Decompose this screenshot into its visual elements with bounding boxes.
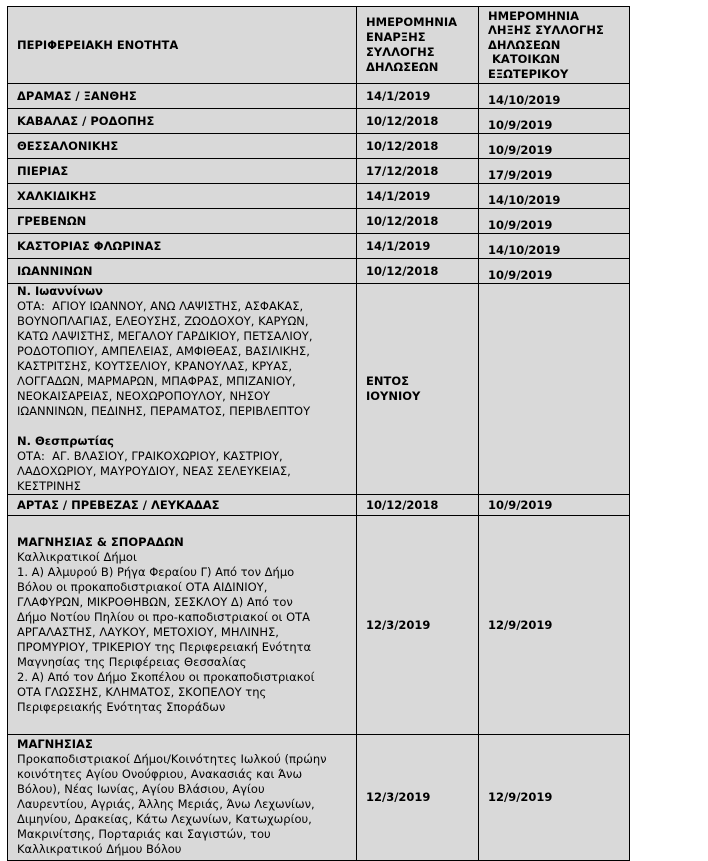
description-line: ΠΡΟΜΥΡΙΟΥ, ΤΡΙΚΕΡΙΟΥ της Περιφερειακή Ενότητα (17, 640, 312, 654)
description-line: Περιφερειακής Ενότητας Σποράδων (17, 700, 226, 714)
end-date-cell: 12/9/2019 (479, 735, 630, 861)
start-date-cell: 12/3/2019 (357, 516, 479, 735)
start-date-cell: 14/1/2019 (357, 184, 479, 209)
table-row-magnesia-sporades (8, 516, 630, 735)
municipality-line: ΝΕΟΚΑΙΣΑΡΕΙΑΣ, ΝΕΟΧΩΡΟΠΟΥΛΟΥ, ΝΗΣΟΥ (17, 389, 271, 403)
region-cell: ΔΡΑΜΑΣ / ΞΑΝΘΗΣ (8, 84, 357, 109)
description-line: Διμηνίου, Δρακείας, Κάτω Λεχωνίων, Κατωχωρίου, (17, 812, 312, 826)
table-row (8, 84, 630, 109)
start-date-cell: 10/12/2018 (357, 209, 479, 234)
end-date-cell: 14/10/2019 (479, 184, 630, 209)
start-date-cell: 17/12/2018 (357, 159, 479, 184)
region-cell: ΑΡΤΑΣ / ΠΡΕΒΕΖΑΣ / ΛΕΥΚΑΔΑΣ (8, 495, 357, 516)
region-cell (8, 284, 357, 495)
spacer (17, 419, 356, 434)
description-line: Μαγνησίας της Περιφέρειας Θεσσαλίας (17, 655, 247, 669)
region-cell (8, 516, 357, 735)
end-date-cell: 12/9/2019 (479, 516, 630, 735)
start-date-cell: 12/3/2019 (357, 735, 479, 861)
table-header-row (8, 7, 630, 84)
table-row (8, 159, 630, 184)
table-row (8, 184, 630, 209)
municipality-line: ΚΑΤΩ ΛΑΨΙΣΤΗΣ, ΜΕΓΑΛΟΥ ΓΑΡΔΙΚΙΟΥ, ΠΕΤΣΑΛΙΟΥ, (17, 329, 313, 343)
start-date-line: ΕΝΤΟΣ (366, 374, 409, 388)
region-cell (8, 735, 357, 861)
table-row (8, 495, 630, 516)
region-cell: ΚΑΒΑΛΑΣ / ΡΟΔΟΠΗΣ (8, 109, 357, 134)
header-region: ΠΕΡΙΦΕΡΕΙΑΚΗ ΕΝΟΤΗΤΑ (8, 7, 357, 84)
start-date-cell: 10/12/2018 (357, 495, 479, 516)
header-end-line: ΛΗΞΗΣ ΣΥΛΛΟΓΗΣ (488, 23, 604, 38)
description-line: 1. Α) Αλμυρού Β) Ρήγα Φεραίου Γ) Από τον Δήμο (17, 565, 295, 579)
municipality-line: ΙΩΑΝΝΙΝΩΝ, ΠΕΔΙΝΗΣ, ΠΕΡΑΜΑΤΟΣ, ΠΕΡΙΒΛΕΠΤΟΥ (17, 404, 311, 418)
start-date-cell: 10/12/2018 (357, 259, 479, 284)
table-row-magnesia (8, 735, 630, 861)
subregion-title: Ν. Ιωαννίνων (17, 284, 103, 298)
municipality-line: ΒΟΥΝΟΠΛΑΓΙΑΣ, ΕΛΕΟΥΣΗΣ, ΖΩΟΔΟΧΟΥ, ΚΑΡΥΩΝ, (17, 314, 309, 328)
description-line: Βόλου οι προκαποδιστριακοί ΟΤΑ ΑΙΔΙΝΙΟΥ, (17, 580, 268, 594)
municipality-line: ΡΟΔΟΤΟΠΙΟΥ, ΑΜΠΕΛΕΙΑΣ, ΑΜΦΙΘΕΑΣ, ΒΑΣΙΛΙΚΗΣ, (17, 344, 310, 358)
region-cell: ΘΕΣΣΑΛΟΝΙΚΗΣ (8, 134, 357, 159)
municipality-line: ΛΑΔΟΧΩΡΙΟΥ, ΜΑΥΡΟΥΔΙΟΥ, ΝΕΑΣ ΣΕΛΕΥΚΕΙΑΣ, (17, 464, 291, 478)
header-end-line: ΔΗΛΩΣΕΩΝ (488, 37, 561, 52)
description-line: Δήμο Νοτίου Πηλίου οι προ-καποδιστριακοί οι ΟΤΑ (17, 610, 311, 624)
header-start-line: ΣΥΛΛΟΓΗΣ (366, 45, 435, 59)
start-date-cell: 14/1/2019 (357, 234, 479, 259)
header-end-line: ΚΑΤΟΙΚΩΝ (488, 52, 561, 67)
municipality-line: ΟΤΑ: ΑΓΙΟΥ ΙΩΑΝΝΟΥ, ΑΝΩ ΛΑΨΙΣΤΗΣ, ΑΣΦΑΚΑΣ, (17, 299, 304, 313)
start-date-cell: 10/12/2018 (357, 109, 479, 134)
description-line: ΑΡΓΑΛΑΣΤΗΣ, ΛΑΥΚΟΥ, ΜΕΤΟΧΙΟΥ, ΜΗΛΙΝΗΣ, (17, 625, 279, 639)
end-date-cell: 14/10/2019 (479, 84, 630, 109)
header-end-line: ΕΞΩΤΕΡΙΚΟΥ (488, 66, 569, 81)
region-cell: ΓΡΕΒΕΝΩΝ (8, 209, 357, 234)
region-cell: ΚΑΣΤΟΡΙΑΣ ΦΛΩΡΙΝΑΣ (8, 234, 357, 259)
table-row (8, 234, 630, 259)
region-cell: ΧΑΛΚΙΔΙΚΗΣ (8, 184, 357, 209)
start-date-cell: 14/1/2019 (357, 84, 479, 109)
municipality-line: ΚΑΣΤΡΙΤΣΗΣ, ΚΟΥΤΣΕΛΙΟΥ, ΚΡΑΝΟΥΛΑΣ, ΚΡΥΑΣ, (17, 359, 292, 373)
region-cell: ΙΩΑΝΝΙΝΩΝ (8, 259, 357, 284)
header-start-line: ΗΜΕΡΟΜΗΝΙΑ (366, 15, 458, 29)
end-date-cell: 14/10/2019 (479, 234, 630, 259)
registration-dates-table (7, 6, 630, 861)
description-line: κοινότητες Αγίου Ονούφριου, Ανακασιάς και Άνω (17, 767, 303, 781)
region-cell: ΠΙΕΡΙΑΣ (8, 159, 357, 184)
municipality-line: ΛΟΓΓΑΔΩΝ, ΜΑΡΜΑΡΩΝ, ΜΠΑΦΡΑΣ, ΜΠΙΖΑΝΙΟΥ, (17, 374, 296, 388)
start-date-cell: 10/12/2018 (357, 134, 479, 159)
description-line: Προκαποδιστριακοί Δήμοι/Κοινότητες Ιωλκού (πρώην (17, 752, 327, 766)
header-start-line: ΔΗΛΩΣΕΩΝ (366, 60, 439, 74)
description-line: 2. Α) Από τον Δήμο Σκοπέλου οι προκαποδιστριακοί (17, 670, 315, 684)
description-line: Καλλικρατικοί Δήμοι (17, 550, 137, 564)
table-row (8, 109, 630, 134)
description-line: ΓΛΑΦΥΡΩΝ, ΜΙΚΡΟΘΗΒΩΝ, ΣΕΣΚΛΟΥ Δ) Από τον (17, 595, 293, 609)
header-end-line: ΗΜΕΡΟΜΗΝΙΑ (488, 8, 580, 23)
region-title: ΜΑΓΝΗΣΙΑΣ & ΣΠΟΡΑΔΩΝ (17, 535, 184, 549)
description-line: Καλλικρατικού Δήμου Βόλου (17, 842, 182, 856)
header-end-date (479, 7, 630, 84)
start-date-line: ΙΟΥΝΙΟΥ (366, 389, 421, 403)
end-date-cell: 10/9/2019 (479, 109, 630, 134)
description-line: ΟΤΑ ΓΛΩΣΣΗΣ, ΚΛΗΜΑΤΟΣ, ΣΚΟΠΕΛΟΥ της (17, 685, 267, 699)
region-title: ΜΑΓΝΗΣΙΑΣ (17, 737, 93, 751)
subregion-title: Ν. Θεσπρωτίας (17, 434, 114, 448)
description-line: Λαυρεντίου, Αγριάς, Άλλης Μεριάς, Άνω Λεχωνίων, (17, 797, 315, 811)
end-date-cell: 10/9/2019 (479, 259, 630, 284)
municipality-line: ΟΤΑ: ΑΓ. ΒΛΑΣΙΟΥ, ΓΡΑΙΚΟΧΩΡΙΟΥ, ΚΑΣΤΡΙΟΥ, (17, 449, 283, 463)
end-date-cell: 10/9/2019 (479, 134, 630, 159)
table-row (8, 134, 630, 159)
table-row (8, 259, 630, 284)
description-line: Βόλου), Νέας Ιωνίας, Αγίου Βλάσιου, Αγίου (17, 782, 265, 796)
end-date-cell: 17/9/2019 (479, 159, 630, 184)
end-date-cell: 10/9/2019 (479, 209, 630, 234)
start-date-cell (357, 284, 479, 495)
end-date-cell (479, 284, 630, 495)
municipality-line: ΚΕΣΤΡΙΝΗΣ (17, 479, 81, 493)
end-date-cell: 10/9/2019 (479, 495, 630, 516)
header-start-date (357, 7, 479, 84)
table-row-ioannina-thesprotia (8, 284, 630, 495)
table-row (8, 209, 630, 234)
header-start-line: ΕΝΑΡΞΗΣ (366, 30, 426, 44)
description-line: Μακρινίτσης, Πορταριάς και Σαγιστών, του (17, 827, 271, 841)
